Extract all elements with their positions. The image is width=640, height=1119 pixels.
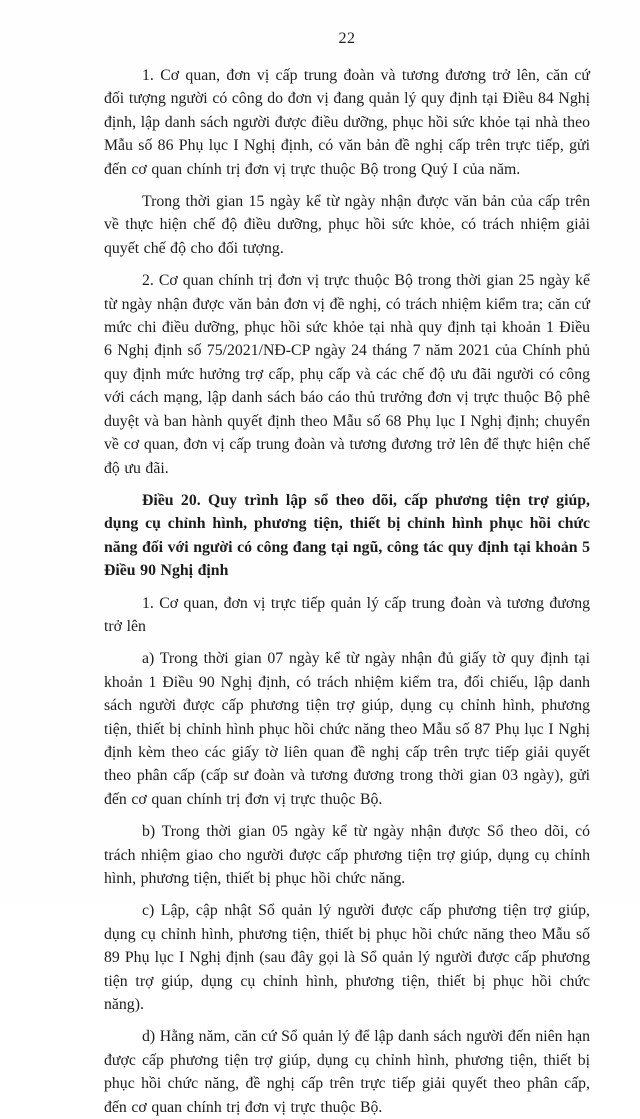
paragraph-point-b: b) Trong thời gian 05 ngày kể từ ngày nhận được Sổ theo dõi, có trách nhiệm giao cho người được cấp phương tiện trợ giúp, dụng cụ chỉnh hình, phương tiện, thiết bị phục hồi chức năng. xyxy=(104,823,590,887)
page-number: 22 xyxy=(338,30,356,47)
paragraph-clause-1: 1. Cơ quan, đơn vị cấp trung đoàn và tương đương trở lên, căn cứ đối tượng người có công do đơn vị đang quản lý quy định tại Điều 84 Nghị định, lập danh sách người được điều dưỡng, phục hồi sức khỏe tại nhà theo Mẫu số 86 Phụ lục I Nghị định, có văn bản đề nghị cấp trên trực tiếp, gửi đến cơ quan chính trị đơn vị trực thuộc Bộ trong Quý I của năm. xyxy=(104,67,590,178)
paragraph-point-a: a) Trong thời gian 07 ngày kể từ ngày nhận đủ giấy tờ quy định tại khoản 1 Điều 90 Nghị định, có trách nhiệm kiểm tra, đối chiếu, lập danh sách người được cấp phương tiện trợ giúp, dụng cụ chỉnh hình, phương tiện, thiết bị chỉnh hình phục hồi chức năng theo Mẫu số 87 Phụ lục I Nghị định kèm theo các giấy tờ liên quan đề nghị cấp trên trực tiếp giải quyết theo phân cấp (cấp sư đoàn và tương đương trong thời gian 03 ngày), gửi đến cơ quan chính trị đơn vị trực thuộc Bộ. xyxy=(104,650,590,808)
paragraph-article-20-clause-1: 1. Cơ quan, đơn vị trực tiếp quản lý cấp trung đoàn và tương đương trở lên xyxy=(104,594,590,635)
article-20-heading: Điều 20. Quy trình lập sổ theo dõi, cấp phương tiện trợ giúp, dụng cụ chỉnh hình, phương tiện, thiết bị chỉnh hình phục hồi chức năng đối với người có công đang tại ngũ, công tác quy định tại khoản 5 Điều 90 Nghị định xyxy=(104,491,590,580)
paragraph-clause-2: 2. Cơ quan chính trị đơn vị trực thuộc Bộ trong thời gian 25 ngày kể từ ngày nhận được văn bản đơn vị đề nghị, có trách nhiệm kiểm tra; căn cứ mức chi điều dưỡng, phục hồi sức khỏe tại nhà quy định tại khoản 1 Điều 6 Nghị định số 75/2021/NĐ-CP ngày 24 tháng 7 năm 2021 của Chính phủ quy định mức hưởng trợ cấp, phụ cấp và các chế độ ưu đãi người có công với cách mạng, lập danh sách báo cáo thủ trưởng đơn vị trực thuộc Bộ phê duyệt và ban hành quyết định theo Mẫu số 68 Phụ lục I Nghị định; chuyển về cơ quan, đơn vị cấp trung đoàn và tương đương trở lên để thực hiện chế độ ưu đãi. xyxy=(104,272,590,477)
paragraph-deadline-15-days: Trong thời gian 15 ngày kể từ ngày nhận được văn bản của cấp trên về thực hiện chế độ điều dưỡng, phục hồi sức khỏe, có trách nhiệm giải quyết chế độ cho đối tượng. xyxy=(104,193,590,257)
paragraph-point-c: c) Lập, cập nhật Sổ quản lý người được cấp phương tiện trợ giúp, dụng cụ chỉnh hình, phương tiện, thiết bị phục hồi chức năng theo Mẫu số 89 Phụ lục I Nghị định (sau đây gọi là Sổ quản lý người được cấp phương tiện trợ giúp, dụng cụ chỉnh hình, phương tiện, thiết bị phục hồi chức năng). xyxy=(104,902,590,1014)
paragraph-point-d: d) Hằng năm, căn cứ Sổ quản lý để lập danh sách người đến niên hạn được cấp phương tiện trợ giúp, dụng cụ chỉnh hình, phương tiện, thiết bị phục hồi chức năng, đề nghị cấp trên trực tiếp giải quyết theo phân cấp, đến cơ quan chính trị đơn vị trực thuộc Bộ. xyxy=(104,1028,590,1116)
